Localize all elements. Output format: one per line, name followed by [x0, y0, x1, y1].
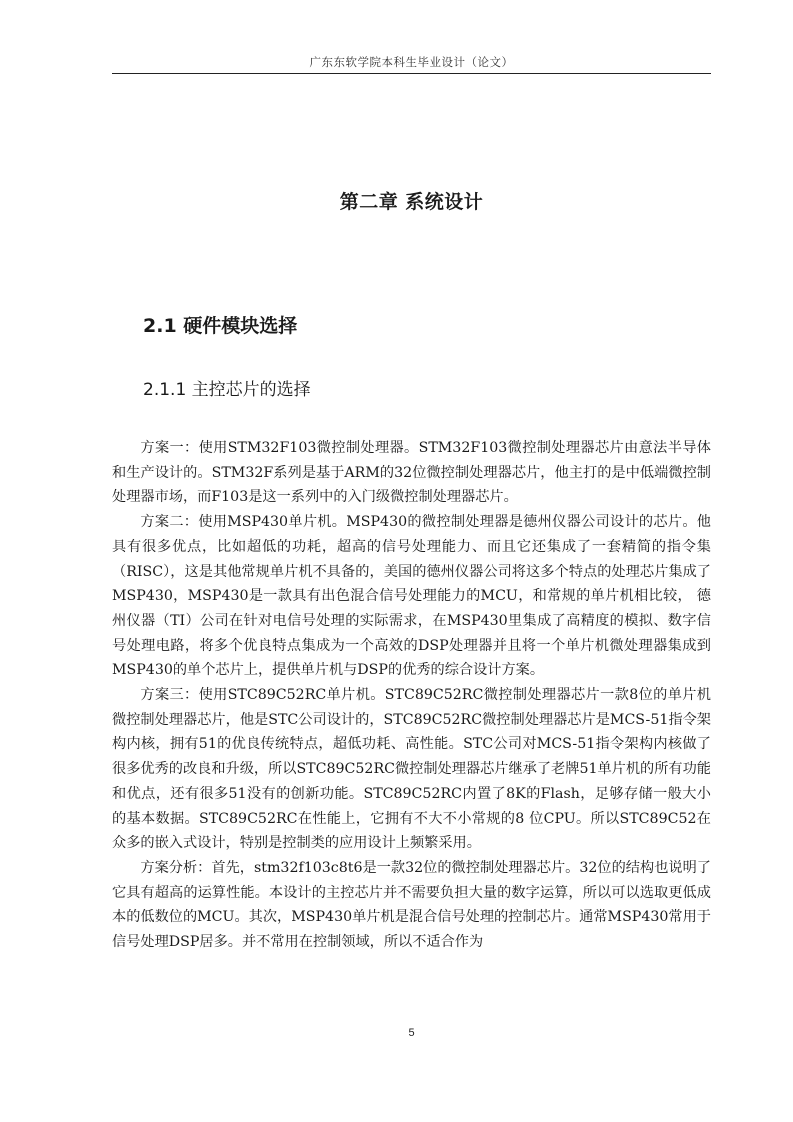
paragraph-option-three: 方案三：使用STC89C52RC单片机。STC89C52RC微控制处理器芯片一款8位的单片机微控制处理器芯片，他是STC公司设计的，STC89C52RC微控制处理器芯片是MCS-51指令架构内核，拥有51的优良传统特点，超低功耗、高性能。STC公司对MCS-51指令架构内核做了很多优秀的改良和升级，所以STC89C52RC微控制处理器芯片继承了老牌51单片机的所有功能和优点，还有很多51没有的创新功能。STC89C52RC内置了8K的Flash，足够存储一般大小的基本数据。STC89C52RC在性能上，它拥有不大不小常规的8 位CPU。所以STC89C52在众多的嵌入式设计，特别是控制类的应用设计上频繁采用。 [112, 687, 711, 852]
chapter-title: 第二章 系统设计 [339, 191, 484, 213]
running-header: 广东东软学院本科生毕业设计（论文） [309, 55, 514, 69]
header-rule [112, 73, 711, 74]
page-number: 5 [408, 1027, 415, 1039]
paragraph-analysis: 方案分析：首先，stm32f103c8t6是一款32位的微控制处理器芯片。32位的结构也说明了它具有超高的运算性能。本设计的主控芯片并不需要负担大量的数字运算，所以可以选取更低成本的低数位的MCU。其次，MSP430单片机是混合信号处理的控制芯片。通常MSP430常用于信号处理DSP居多。并不常用在控制领域，所以不适合作为 [112, 859, 711, 951]
paragraph-option-one: 方案一：使用STM32F103微控制处理器。STM32F103微控制处理器芯片由意法半导体和生产设计的。STM32F系列是基于ARM的32位微控制处理器芯片，他主打的是中低端微控制处理器市场，而F103是这一系列中的入门级微控制处理器芯片。 [112, 440, 711, 506]
paragraph-option-two: 方案二：使用MSP430单片机。MSP430的微控制处理器是德州仪器公司设计的芯片。他具有很多优点，比如超低的功耗，超高的信号处理能力、而且它还集成了一套精简的指令集（RISC），这是其他常规单片机不具备的，美国的德州仪器公司将这多个特点的处理芯片集成了MSP430，MSP430是一款具有出色混合信号处理能力的MCU，和常规的单片机相比较， 德州仪器（TI）公司在针对电信号处理的实际需求，在MSP430里集成了高精度的模拟、数字信号处理电路，将多个优良特点集成为一个高效的DSP处理器并且将一个单片机微处理器集成到MSP430的单个芯片上，提供单片机与DSP的优秀的综合设计方案。 [112, 514, 711, 679]
subsection-title: 2.1.1 主控芯片的选择 [143, 380, 311, 400]
body-text [112, 436, 711, 955]
section-title: 2.1 硬件模块选择 [143, 315, 298, 337]
